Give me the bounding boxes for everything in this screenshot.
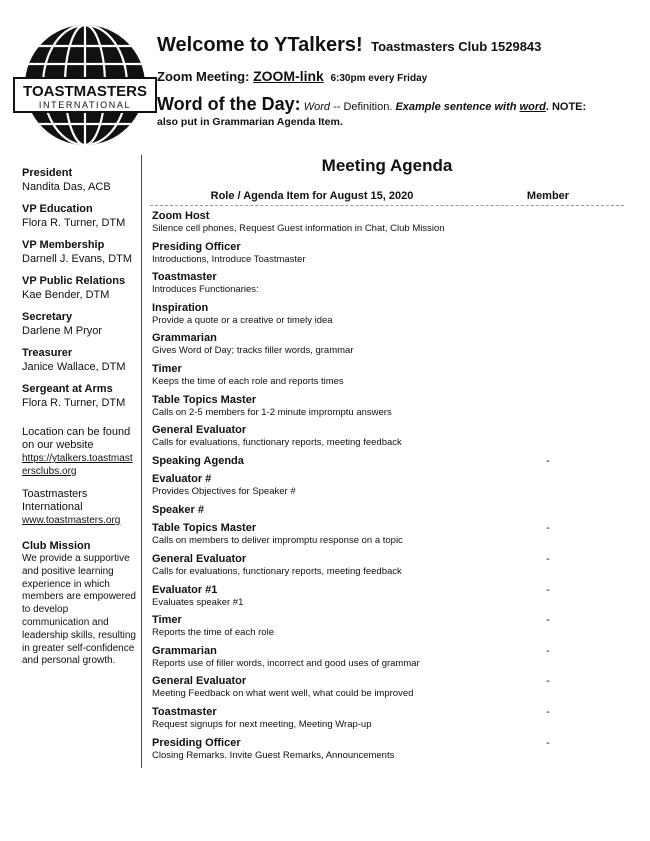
agenda-row	[152, 455, 622, 474]
agenda-role: Grammarian	[152, 644, 217, 657]
zoom-link[interactable]: ZOOM-link	[253, 68, 324, 84]
agenda-row	[152, 706, 622, 737]
officer-title: VP Education	[22, 203, 93, 215]
agenda-role: General Evaluator	[152, 675, 247, 688]
agenda-role: Presiding Officer	[152, 240, 241, 253]
ti-block	[22, 488, 138, 527]
word-of-day-word: Word	[303, 101, 331, 113]
agenda-role: Inspiration	[152, 301, 209, 314]
agenda-row	[152, 504, 622, 523]
agenda-member: -	[546, 675, 550, 688]
agenda-description: Calls on members to deliver impromptu response on a topic	[152, 535, 403, 547]
agenda-row	[152, 210, 622, 241]
agenda-description: Request signups for next meeting, Meeting Wrap-up	[152, 718, 372, 730]
agenda-row	[152, 737, 622, 768]
agenda-member: -	[546, 454, 550, 467]
officer-title: Sergeant at Arms	[22, 383, 113, 395]
agenda-row	[152, 584, 622, 615]
officer-entry	[22, 203, 138, 230]
agenda-row	[152, 271, 622, 302]
agenda-role: Evaluator #	[152, 473, 212, 486]
agenda-row	[152, 614, 622, 645]
agenda-row	[152, 675, 622, 706]
ti-link[interactable]: www.toastmasters.org	[22, 515, 121, 526]
officer-title: Treasurer	[22, 347, 73, 359]
column-header-member: Member	[526, 190, 570, 202]
agenda-role: General Evaluator	[152, 424, 247, 437]
agenda-role: Speaker #	[152, 503, 204, 516]
agenda-member: -	[546, 522, 550, 535]
agenda-description: Reports the time of each role	[152, 627, 274, 639]
agenda-description: Introductions, Introduce Toastmaster	[152, 253, 306, 265]
officers-list	[22, 167, 138, 410]
officer-title: VP Membership	[22, 239, 105, 251]
mission-title: Club Mission	[22, 540, 91, 552]
agenda-role: Toastmaster	[152, 271, 217, 284]
location-block	[22, 426, 138, 478]
officer-title: Secretary	[22, 311, 73, 323]
agenda-member: -	[546, 705, 550, 718]
zoom-line	[157, 68, 427, 84]
agenda-row	[152, 332, 622, 363]
logo-subtext: INTERNATIONAL	[38, 100, 132, 110]
agenda-role: Zoom Host	[152, 210, 210, 222]
agenda-role: Evaluator #1	[152, 583, 218, 596]
agenda-row	[152, 424, 622, 455]
zoom-label: Zoom Meeting:	[157, 69, 250, 84]
agenda-description: Evaluates speaker #1	[152, 596, 244, 608]
officer-name: Nandita Das, ACB	[22, 181, 111, 193]
agenda-member: -	[546, 614, 550, 627]
agenda-member: -	[546, 644, 550, 657]
word-of-day-note-2: also put in Grammarian Agenda Item.	[157, 116, 343, 128]
officer-title: President	[22, 167, 73, 179]
agenda-role: Grammarian	[152, 332, 217, 345]
page-title	[157, 34, 541, 57]
officer-entry	[22, 167, 138, 194]
agenda-row	[152, 241, 622, 272]
officer-entry	[22, 347, 138, 374]
agenda-role: Toastmaster	[152, 705, 217, 718]
agenda-description: Calls for evaluations, functionary reports, meeting feedback	[152, 565, 402, 577]
club-number: Toastmasters Club 1529843	[371, 39, 542, 54]
officer-entry	[22, 311, 138, 338]
word-of-day-example-word: word	[519, 101, 546, 113]
agenda-description: Calls for evaluations, functionary reports, meeting feedback	[152, 437, 402, 449]
ti-text: Toastmasters International	[22, 488, 88, 513]
zoom-time: 6:30pm every Friday	[330, 73, 428, 84]
officer-entry	[22, 239, 138, 266]
agenda-row	[152, 522, 622, 553]
agenda-role: General Evaluator	[152, 552, 247, 565]
agenda-list	[152, 210, 622, 767]
officer-name: Flora R. Turner, DTM	[22, 397, 126, 409]
agenda-member: -	[546, 736, 550, 749]
agenda-role: Table Topics Master	[152, 522, 257, 535]
agenda-role: Speaking Agenda	[152, 454, 244, 467]
agenda-description: Reports use of filler words, incorrect and good uses of grammar	[152, 657, 420, 669]
word-of-day-line	[157, 94, 586, 115]
agenda-description: Provides Objectives for Speaker #	[152, 486, 296, 498]
agenda-role: Presiding Officer	[152, 736, 241, 749]
officer-name: Janice Wallace, DTM	[22, 361, 126, 373]
officer-name: Flora R. Turner, DTM	[22, 217, 126, 229]
website-link[interactable]: https://ytalkers.toastmastersclubs.org	[22, 453, 133, 477]
agenda-description: Provide a quote or a creative or timely idea	[152, 314, 333, 326]
agenda-description: Silence cell phones, Request Guest information in Chat, Club Mission	[152, 223, 445, 234]
agenda-description: Meeting Feedback on what went well, what could be improved	[152, 688, 414, 700]
location-text: Location can be found on our website	[22, 426, 131, 451]
column-divider	[141, 155, 142, 768]
officer-entry	[22, 275, 138, 302]
agenda-row	[152, 473, 622, 504]
officer-title: VP Public Relations	[22, 275, 126, 287]
officer-name: Kae Bender, DTM	[22, 289, 110, 301]
agenda-role: Timer	[152, 362, 182, 375]
agenda-title: Meeting Agenda	[321, 156, 453, 175]
agenda-member: -	[546, 583, 550, 596]
column-header-role: Role / Agenda Item for August 15, 2020	[210, 190, 414, 202]
agenda-description: Gives Word of Day; tracks filler words, grammar	[152, 345, 354, 357]
agenda-description: Calls on 2-5 members for 1-2 minute impromptu answers	[152, 406, 392, 418]
mission-text: We provide a supportive and positive learning experience in which members are empowered to develop communication and leadership skills, resulting in greater self-confidence and personal growth.	[22, 553, 136, 667]
agenda-row	[152, 363, 622, 394]
agenda-row	[152, 394, 622, 425]
agenda-description: Closing Remarks. Invite Guest Remarks, Announcements	[152, 749, 395, 761]
officer-entry	[22, 383, 138, 410]
agenda-description: Keeps the time of each role and reports times	[152, 375, 344, 387]
logo-text: TOASTMASTERS	[23, 83, 147, 100]
agenda-member: -	[546, 552, 550, 565]
agenda-row	[152, 645, 622, 676]
sidebar	[22, 167, 138, 668]
word-of-day-example: Example sentence with	[395, 101, 520, 113]
header-rule	[150, 205, 624, 206]
word-of-day-definition: -- Definition.	[330, 101, 396, 113]
toastmasters-logo	[12, 12, 158, 158]
welcome-title: Welcome to YTalkers!	[157, 34, 363, 56]
agenda-role: Table Topics Master	[152, 393, 257, 406]
officer-name: Darnell J. Evans, DTM	[22, 253, 133, 265]
word-of-day-label: Word of the Day:	[157, 94, 301, 114]
agenda-row	[152, 302, 622, 333]
officer-name: Darlene M Pryor	[22, 325, 103, 337]
agenda-description: Introduces Functionaries:	[152, 284, 259, 296]
agenda-row	[152, 553, 622, 584]
agenda-role: Timer	[152, 614, 182, 627]
word-of-day-note: . NOTE:	[545, 101, 587, 113]
